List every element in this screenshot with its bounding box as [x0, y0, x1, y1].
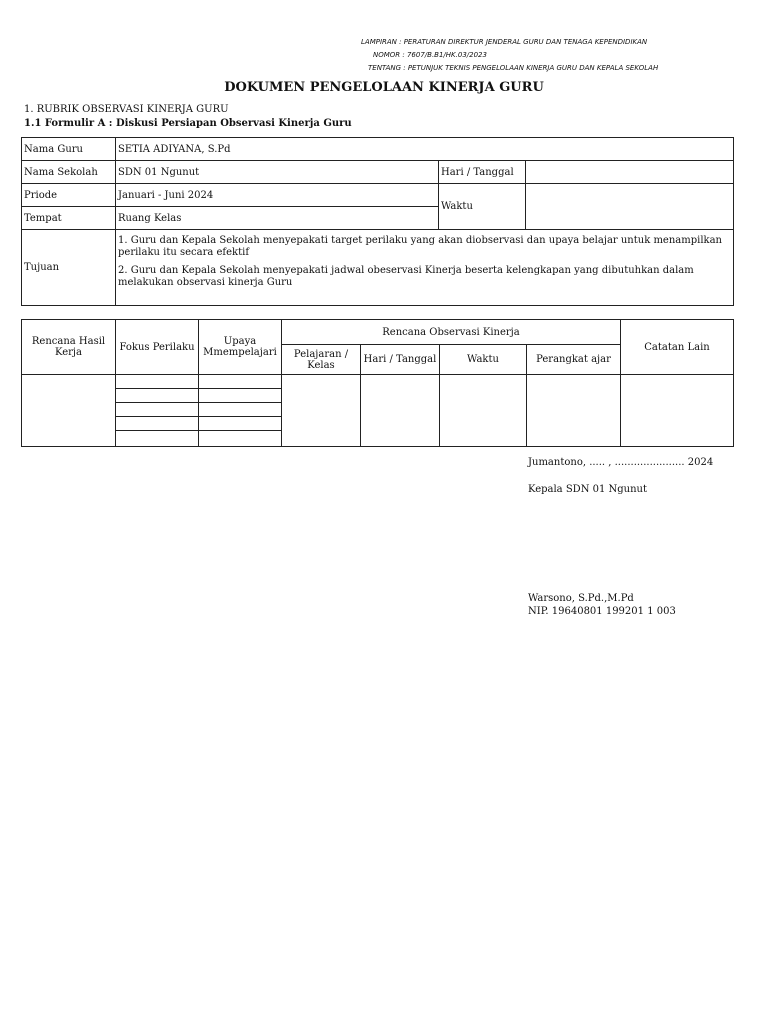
waktu-label: Waktu — [439, 184, 526, 230]
observation-table — [21, 319, 734, 447]
tujuan-item-1: 1. Guru dan Kepala Sekolah menyepakati target perilaku yang akan diobservasi dan upaya belajar untuk menampilkan perilaku itu secara efektif — [118, 235, 722, 258]
nama-guru-label: Nama Guru — [22, 138, 116, 161]
tujuan-label: Tujuan — [22, 230, 116, 306]
table-row — [22, 375, 734, 447]
table-cell — [199, 375, 282, 447]
col-catatan-lain: Catatan Lain — [621, 320, 734, 375]
document-title: DOKUMEN PENGELOLAAN KINERJA GURU — [224, 80, 544, 95]
lampiran-line-1: LAMPIRAN : PERATURAN DIREKTUR JENDERAL GURU DAN TENAGA KEPENDIDIKAN — [361, 38, 648, 46]
table-cell — [621, 375, 734, 447]
section-heading: 1. RUBRIK OBSERVASI KINERJA GURU — [24, 104, 229, 115]
col-rencana-hasil-kerja: Rencana Hasil Kerja — [22, 320, 116, 375]
hari-tanggal-label: Hari / Tanggal — [439, 161, 526, 184]
priode-value: Januari - Juni 2024 — [116, 184, 439, 207]
table-cell — [527, 375, 621, 447]
hari-tanggal-value — [526, 161, 734, 184]
table-header-row — [22, 320, 734, 345]
subsection-heading: 1.1 Formulir A : Diskusi Persiapan Observasi Kinerja Guru — [24, 118, 352, 129]
waktu-value — [526, 184, 734, 230]
signature-name: Warsono, S.Pd.,M.Pd — [528, 593, 634, 604]
table-row — [22, 184, 734, 207]
signature-nip: NIP. 19640801 199201 1 003 — [528, 606, 676, 617]
info-table — [21, 137, 734, 306]
table-row — [22, 161, 734, 184]
nama-sekolah-label: Nama Sekolah — [22, 161, 116, 184]
priode-label: Priode — [22, 184, 116, 207]
nama-sekolah-value: SDN 01 Ngunut — [116, 161, 439, 184]
col-upaya-mempelajari: Upaya Mmempelajari — [199, 320, 282, 375]
table-cell — [116, 375, 199, 447]
table-cell — [282, 375, 361, 447]
signature-role: Kepala SDN 01 Ngunut — [528, 484, 648, 495]
table-cell — [361, 375, 440, 447]
tempat-label: Tempat — [22, 207, 116, 230]
signature-place-date: Jumantono, ..... , ...................... 2024 — [528, 457, 714, 468]
lampiran-line-3: TENTANG : PETUNJUK TEKNIS PENGELOLAAN KINERJA GURU DAN KEPALA SEKOLAH — [368, 64, 659, 72]
col-fokus-perilaku: Fokus Perilaku — [116, 320, 199, 375]
tempat-value: Ruang Kelas — [116, 207, 439, 230]
tujuan-item-2: 2. Guru dan Kepala Sekolah menyepakati jadwal obeservasi Kinerja beserta kelengkapan yang dibutuhkan dalam melakukan observasi kinerja Guru — [118, 265, 694, 288]
table-row — [22, 138, 734, 161]
col-waktu: Waktu — [440, 345, 527, 375]
table-row — [22, 230, 734, 306]
col-pelajaran-kelas: Pelajaran / Kelas — [282, 345, 361, 375]
lampiran-line-2: NOMOR : 7607/B.B1/HK.03/2023 — [373, 51, 487, 59]
table-cell — [22, 375, 116, 447]
col-hari-tanggal: Hari / Tanggal — [361, 345, 440, 375]
tujuan-text — [116, 230, 734, 306]
col-perangkat-ajar: Perangkat ajar — [527, 345, 621, 375]
table-cell — [440, 375, 527, 447]
nama-guru-value: SETIA ADIYANA, S.Pd — [116, 138, 734, 161]
col-rencana-observasi: Rencana Observasi Kinerja — [282, 320, 621, 345]
